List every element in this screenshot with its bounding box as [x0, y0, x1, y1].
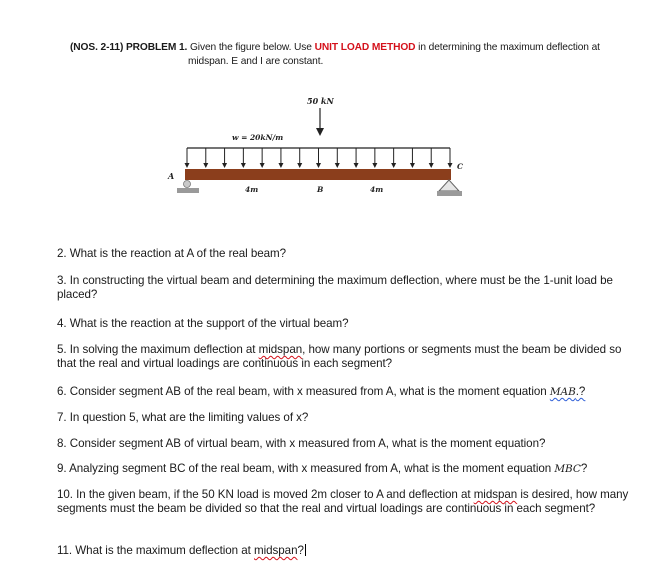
udl-arrowhead [316, 163, 321, 168]
question-9-text: 9. Analyzing segment BC of the real beam, with x measured from A, what is the moment equation [57, 462, 555, 475]
question-10-text-b: is desired, how many segments must the beam be divided so that the real and virtual loadings are continuous in each segment? [57, 488, 629, 515]
question-7-text: 7. In question 5, what are the limiting values of x? [57, 411, 309, 424]
question-10 [57, 488, 632, 516]
udl-arrowhead [241, 163, 246, 168]
question-3 [57, 274, 632, 302]
question-10-text-a: 10. In the given beam, if the 50 KN load is moved 2m closer to A and deflection at [57, 488, 474, 501]
problem-header [70, 41, 645, 69]
question-6-end: .? [575, 385, 586, 398]
support-triangle-c [439, 180, 459, 191]
udl-arrowhead [203, 163, 208, 168]
text-cursor[interactable] [305, 544, 306, 556]
udl-arrowhead [448, 163, 453, 168]
header-text-before: Given the figure below. Use [187, 42, 315, 53]
question-9-moment-symbol: MBC [554, 463, 581, 475]
beam-diagram [160, 88, 490, 213]
question-4 [57, 317, 632, 331]
question-8-text: 8. Consider segment AB of virtual beam, with x measured from A, what is the moment equation? [57, 437, 546, 450]
distributed-load-arrows [185, 148, 453, 168]
question-10-spell-word: midspan [473, 488, 518, 501]
udl-arrowhead [410, 163, 415, 168]
support-base-c [437, 191, 462, 196]
point-a-label: A [168, 171, 175, 181]
question-5-spell-word: midspan [258, 343, 303, 356]
question-11 [57, 544, 632, 558]
support-base-a [177, 188, 199, 193]
udl-arrowhead [222, 163, 227, 168]
problem-number: (NOS. 2-11) PROBLEM 1. [70, 42, 188, 53]
question-9-end: ? [580, 462, 588, 475]
question-5-text-b: , how many portions or segments must the beam be divided so that the real and virtual loadings are continuous in each segment? [57, 343, 622, 370]
udl-arrowhead [297, 163, 302, 168]
question-2 [57, 247, 632, 261]
question-6-text: 6. Consider segment AB of the real beam, with x measured from A, what is the moment equation [57, 385, 550, 398]
udl-arrowhead [354, 163, 359, 168]
point-load-arrowhead [316, 128, 324, 136]
question-6 [57, 385, 632, 399]
header-text-after: in determining the maximum deflection at [415, 42, 600, 53]
header-line-2: midspan. E and I are constant. [188, 56, 324, 67]
udl-arrowhead [185, 163, 190, 168]
beam-figure [160, 88, 490, 213]
udl-arrowhead [260, 163, 265, 168]
question-8 [57, 437, 632, 451]
point-c-label: C [457, 162, 463, 171]
span-left-label: 4m [245, 185, 259, 194]
udl-arrowhead [278, 163, 283, 168]
question-11-end: ? [297, 544, 304, 557]
beam [185, 169, 451, 180]
question-4-text: 4. What is the reaction at the support of the virtual beam? [57, 317, 349, 330]
point-load-label: 50 kN [307, 96, 334, 106]
udl-arrowhead [429, 163, 434, 168]
question-9 [57, 462, 632, 476]
question-11-spell-word: midspan [254, 544, 298, 557]
udl-arrowhead [335, 163, 340, 168]
question-5 [57, 343, 632, 371]
pin-support-a [184, 181, 191, 188]
method-highlight: UNIT LOAD METHOD [314, 42, 416, 53]
question-5-text-a: 5. In solving the maximum deflection at [57, 343, 259, 356]
question-7 [57, 411, 632, 425]
span-right-label: 4m [370, 185, 384, 194]
question-2-text: 2. What is the reaction at A of the real beam? [57, 247, 287, 260]
question-6-moment-symbol: MAB [549, 386, 576, 398]
udl-arrowhead [391, 163, 396, 168]
question-11-text: 11. What is the maximum deflection at [57, 544, 254, 557]
distributed-load-label: w = 20kN/m [232, 133, 284, 142]
question-3-text: 3. In constructing the virtual beam and determining the maximum deflection, where must be the 1-unit load be placed? [57, 274, 613, 301]
point-b-label: B [317, 185, 324, 194]
udl-arrowhead [372, 163, 377, 168]
